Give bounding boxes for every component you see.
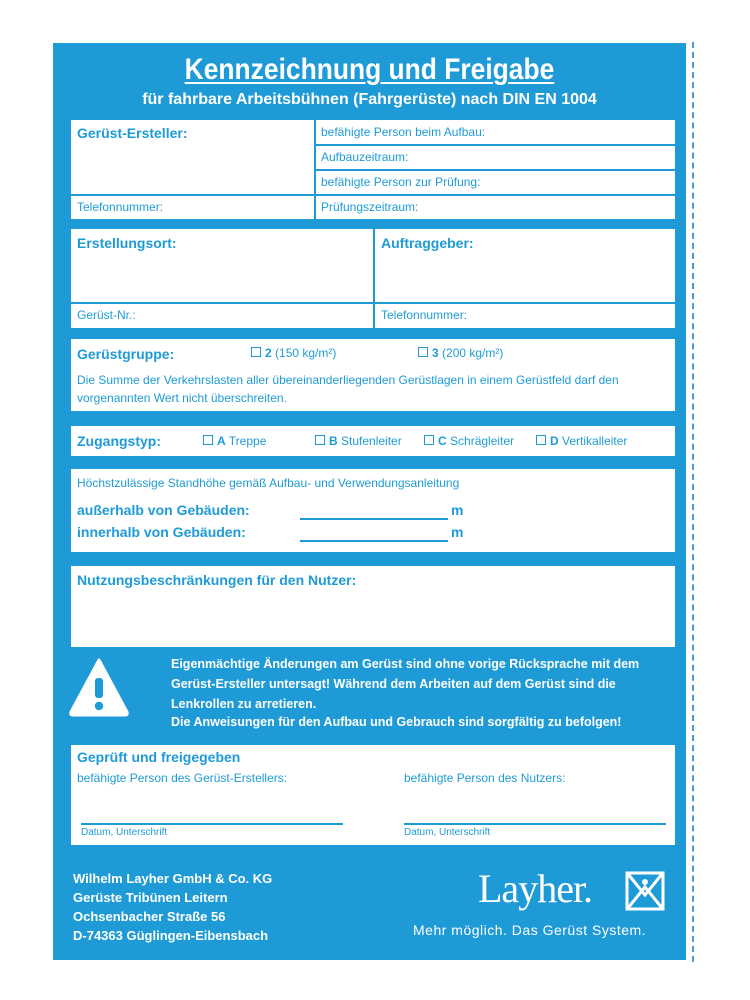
height-intro: Höchstzulässige Standhöhe gemäß Aufbau- und Verwendungsanleitung	[77, 476, 460, 490]
group-note-line1: Die Summe der Verkehrslasten aller übereinanderliegenden Gerüstlagen in einem Gerüstfeld darf den	[77, 373, 619, 387]
warning-icon	[68, 656, 130, 718]
access-option-c[interactable]	[424, 434, 514, 448]
layher-logo-icon	[625, 871, 665, 911]
group-note-line2: vorgenannten Wert nicht überschreiten.	[77, 391, 287, 405]
label-card	[53, 43, 686, 960]
checkbox-icon[interactable]	[315, 435, 325, 445]
outside-height-unit: m	[451, 502, 464, 518]
group-option-2-text: (150 kg/m²)	[275, 346, 337, 360]
client-label: Auftraggeber:	[381, 235, 474, 251]
company-city: D-74363 Güglingen-Eibensbach	[73, 928, 269, 943]
company-name: Wilhelm Layher GmbH & Co. KG	[73, 871, 273, 886]
location-section	[71, 229, 675, 328]
layher-logo-text: Layher.	[478, 866, 593, 911]
access-option-b[interactable]	[315, 434, 402, 448]
group-section	[71, 339, 675, 411]
group-label: Gerüstgruppe:	[77, 346, 175, 362]
access-c-letter: C	[438, 434, 447, 448]
creator-phone-field[interactable]: Telefonnummer:	[77, 200, 164, 214]
access-c-text: Schrägleiter	[450, 434, 515, 448]
inside-height-label: innerhalb von Gebäuden:	[77, 524, 246, 540]
creator-section	[71, 120, 675, 219]
checkbox-icon[interactable]	[203, 435, 213, 445]
page-subtitle: für fahrbare Arbeitsbühnen (Fahrgerüste) nach DIN EN 1004	[142, 91, 597, 108]
access-section	[71, 426, 675, 456]
group-option-3[interactable]	[418, 346, 503, 360]
warning-line1: Eigenmächtige Änderungen am Gerüst sind ohne vorige Rücksprache mit dem	[171, 657, 640, 671]
group-option-2-number: 2	[265, 346, 272, 360]
approval-section	[71, 745, 675, 845]
inspection-person-field[interactable]: befähigte Person zur Prüfung:	[321, 175, 481, 189]
outside-height-label: außerhalb von Gebäuden:	[77, 502, 250, 518]
access-b-letter: B	[329, 434, 338, 448]
access-label: Zugangstyp:	[77, 433, 161, 449]
user-signature-line[interactable]	[404, 823, 666, 825]
checkbox-icon[interactable]	[251, 347, 261, 357]
height-section	[71, 469, 675, 552]
approval-title: Geprüft und freigegeben	[77, 749, 241, 765]
creator-signature-caption: Datum, Unterschrift	[81, 827, 168, 838]
company-street: Ochsenbacher Straße 56	[73, 909, 226, 924]
warning-line4: Die Anweisungen für den Aufbau und Gebrauch sind sorgfältig zu befolgen!	[171, 715, 622, 729]
user-person-label: befähigte Person des Nutzers:	[404, 771, 566, 785]
location-label: Erstellungsort:	[77, 235, 177, 251]
setup-period-field[interactable]: Aufbauzeitraum:	[321, 150, 409, 164]
group-option-3-text: (200 kg/m²)	[442, 346, 504, 360]
access-a-letter: A	[217, 434, 226, 448]
group-option-2[interactable]	[251, 346, 336, 360]
access-d-text: Vertikalleiter	[562, 434, 628, 448]
creator-person-label: befähigte Person des Gerüst-Erstellers:	[77, 771, 288, 785]
setup-person-field[interactable]: befähigte Person beim Aufbau:	[321, 125, 486, 139]
restrictions-section[interactable]	[71, 566, 675, 647]
inside-height-unit: m	[451, 524, 464, 540]
checkbox-icon[interactable]	[536, 435, 546, 445]
access-d-letter: D	[550, 434, 559, 448]
inside-height-input[interactable]	[300, 540, 448, 542]
warning-line2: Gerüst-Ersteller untersagt! Während dem Arbeiten auf dem Gerüst sind die	[171, 677, 616, 691]
company-slogan: Mehr möglich. Das Gerüst System.	[413, 922, 647, 938]
inspection-period-field[interactable]: Prüfungszeitraum:	[321, 200, 419, 214]
page-title: Kennzeichnung und Freigabe	[184, 53, 555, 86]
checkbox-icon[interactable]	[424, 435, 434, 445]
access-a-text: Treppe	[228, 434, 267, 448]
group-option-3-number: 3	[432, 346, 439, 360]
client-phone-field[interactable]: Telefonnummer:	[381, 308, 468, 322]
warning-line3: Lenkrollen zu arretieren.	[171, 697, 317, 711]
company-products: Gerüste Tribünen Leitern	[73, 890, 228, 905]
creator-signature-line[interactable]	[81, 823, 343, 825]
access-b-text: Stufenleiter	[341, 434, 402, 448]
perforation-line	[692, 42, 694, 962]
outside-height-input[interactable]	[300, 518, 448, 520]
checkbox-icon[interactable]	[418, 347, 428, 357]
access-option-d[interactable]	[536, 434, 627, 448]
creator-label: Gerüst-Ersteller:	[77, 125, 188, 141]
restrictions-label: Nutzungsbeschränkungen für den Nutzer:	[77, 572, 357, 588]
scaffold-number-field[interactable]: Gerüst-Nr.:	[77, 308, 136, 322]
access-option-a[interactable]	[203, 434, 266, 448]
user-signature-caption: Datum, Unterschrift	[404, 827, 491, 838]
